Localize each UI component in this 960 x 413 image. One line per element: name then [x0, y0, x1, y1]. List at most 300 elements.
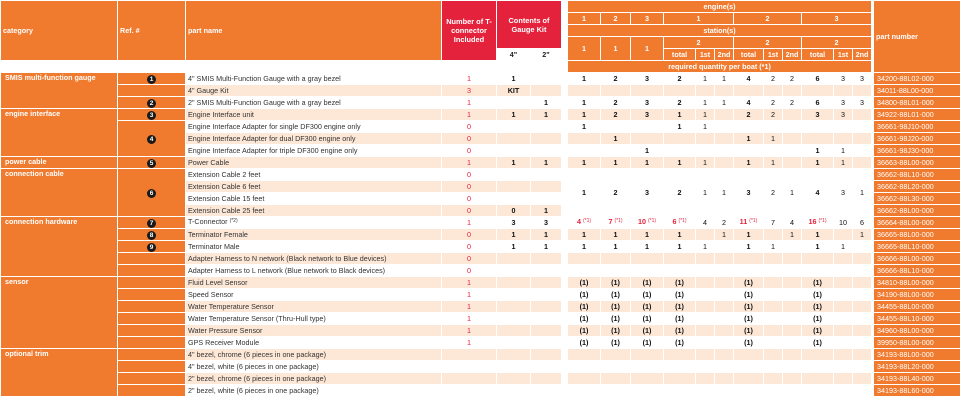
engine-qty: (1) — [601, 301, 631, 313]
kit-4in — [497, 385, 531, 397]
kit-2in — [531, 73, 562, 85]
engine-qty — [764, 361, 783, 373]
kit-2in — [531, 85, 562, 97]
engine-qty: 4 — [734, 73, 764, 85]
part-name-text: 4" bezel, white (6 pieces in one package) — [188, 361, 319, 371]
engine-qty — [834, 385, 853, 397]
table-row — [1, 313, 960, 325]
engine-qty — [601, 253, 631, 265]
engine-qty: 1 — [664, 241, 696, 253]
qty-note: (*1) — [614, 218, 623, 224]
engine-qty — [834, 229, 853, 241]
engine-qty — [568, 253, 601, 265]
engine-qty — [764, 229, 783, 241]
engine-qty: 1 — [834, 241, 853, 253]
engine-qty — [802, 265, 834, 277]
table-row — [1, 301, 960, 313]
part-number: 34800-88L01-000 — [874, 97, 960, 109]
engine-qty: 1 — [696, 157, 715, 169]
engine-qty — [764, 313, 783, 325]
engine-qty — [764, 349, 783, 361]
part-name-text: Engine Interface Adapter for triple DF300 engine only — [188, 145, 358, 155]
table-row — [1, 121, 960, 133]
part-number: 36662-88L20-000 — [874, 181, 960, 193]
engine-qty: 1 — [664, 109, 696, 121]
kit-2in — [531, 349, 562, 361]
second-header: 2nd — [853, 49, 872, 61]
tconnector-count: 0 — [442, 193, 497, 205]
kit-4in: 3 — [497, 217, 531, 229]
engine-qty — [834, 313, 853, 325]
part-name-text: 2" bezel, white (6 pieces in one package) — [188, 385, 319, 395]
engine-qty: 1 — [568, 229, 601, 241]
part-number: 34193-88L20-000 — [874, 361, 960, 373]
ref-badge: 3 — [147, 111, 156, 120]
kit-2in — [531, 361, 562, 373]
engine-qty — [853, 373, 872, 385]
part-name-text: Engine Interface Adapter for dual DF300 engine only — [188, 133, 356, 143]
engine-qty: (1) — [568, 277, 601, 289]
engine-qty — [834, 361, 853, 373]
engine-qty — [568, 85, 601, 97]
engine-qty: (1) — [568, 313, 601, 325]
engine-qty — [834, 85, 853, 97]
part-name — [186, 217, 442, 229]
engine-qty: (1) — [568, 337, 601, 349]
engine-qty: 1 — [734, 229, 764, 241]
engine-qty: (1) — [734, 313, 764, 325]
engine-qty — [568, 145, 601, 157]
tconnector-count: 1 — [442, 313, 497, 325]
engine-label: 2 — [734, 13, 802, 25]
engine-qty — [764, 85, 783, 97]
engine-qty: (1) — [734, 289, 764, 301]
ref-cell — [118, 109, 186, 121]
engine-qty — [783, 145, 802, 157]
engine-qty: 3 — [631, 97, 664, 109]
engine-qty — [715, 241, 734, 253]
kit-4in — [497, 373, 531, 385]
table-row — [1, 241, 960, 253]
tconnector-count: 1 — [442, 325, 497, 337]
engine-qty: (1) — [664, 277, 696, 289]
engine-qty: 1 — [715, 73, 734, 85]
engine-qty — [734, 385, 764, 397]
part-number: 36664-88L00-000 — [874, 217, 960, 229]
engine-qty — [631, 361, 664, 373]
part-name-text: Extension Cable 2 feet — [188, 169, 261, 179]
part-number: 34011-88L00-000 — [874, 85, 960, 97]
part-name — [186, 85, 442, 97]
kit-2in — [531, 193, 562, 205]
kit-2in: 1 — [531, 109, 562, 121]
header-category: category — [1, 1, 118, 61]
part-name-text: GPS Receiver Module — [188, 337, 260, 347]
engine-qty — [764, 265, 783, 277]
engine-qty: (1) — [601, 325, 631, 337]
engine-qty: (1) — [664, 301, 696, 313]
engine-qty — [834, 301, 853, 313]
ref-cell — [118, 289, 186, 301]
engine-qty — [853, 133, 872, 145]
tconnector-note: (*2) — [229, 218, 238, 224]
part-name-text: Adapter Harness to L network (Blue network to Black devices) — [188, 265, 386, 275]
qty-value: 6 — [672, 217, 677, 226]
engine-qty: (1) — [734, 325, 764, 337]
kit-4in: 1 — [497, 157, 531, 169]
kit-4in — [497, 145, 531, 157]
engine-qty: 3 — [631, 109, 664, 121]
ref-cell — [118, 157, 186, 169]
engine-qty — [664, 385, 696, 397]
engine-qty — [853, 157, 872, 169]
part-number: 36665-88L00-000 — [874, 229, 960, 241]
category-label: power cable — [1, 157, 118, 169]
kit-4in: 1 — [497, 109, 531, 121]
part-name-text: 4" Gauge Kit — [188, 85, 229, 95]
engine-qty: 1 — [783, 229, 802, 241]
engine-qty: 1 — [631, 229, 664, 241]
engine-qty — [715, 121, 734, 133]
engine-qty — [696, 229, 715, 241]
engine-qty — [764, 277, 783, 289]
engine-qty: 1 — [631, 241, 664, 253]
ref-badge: 1 — [147, 75, 156, 84]
required-quantity-header: required quantity per boat (*1) — [568, 61, 872, 73]
engine-qty: 3 — [853, 73, 872, 85]
engine-qty: 2 — [764, 97, 783, 109]
kit-4in: KIT — [497, 85, 531, 97]
kit-2in — [531, 289, 562, 301]
engine-qty: 1 — [734, 157, 764, 169]
engine-qty — [802, 253, 834, 265]
part-name — [186, 205, 442, 217]
table-row — [1, 265, 960, 277]
tconnector-count — [442, 385, 497, 397]
engine-qty: 1 — [696, 241, 715, 253]
part-number: 34190-88L00-000 — [874, 289, 960, 301]
part-name — [186, 385, 442, 397]
qty-note: (*1) — [678, 218, 687, 224]
part-number: 36662-88L00-000 — [874, 205, 960, 217]
ref-badge: 6 — [147, 189, 156, 198]
part-number: 36662-88L30-000 — [874, 193, 960, 205]
engine-qty: 1 — [631, 157, 664, 169]
part-name-text: Water Temperature Sensor — [188, 301, 274, 311]
engine-qty — [764, 301, 783, 313]
engine-qty — [853, 85, 872, 97]
part-name-text: Power Cable — [188, 157, 230, 167]
engine-qty: 1 — [802, 229, 834, 241]
engine-qty — [664, 133, 696, 145]
engine-qty: 6 — [853, 217, 872, 229]
engine-qty: (1) — [631, 301, 664, 313]
engine-qty — [853, 337, 872, 349]
engine-qty — [764, 253, 783, 265]
header-contents: Contents of Gauge Kit — [497, 1, 562, 49]
engine-qty — [783, 253, 802, 265]
engine-qty — [734, 217, 764, 229]
kit-2in — [531, 325, 562, 337]
engine-qty — [696, 145, 715, 157]
engine-qty: 1 — [834, 145, 853, 157]
engine-label: 1 — [568, 13, 601, 25]
engine-qty — [631, 385, 664, 397]
part-number: 36662-88L10-000 — [874, 169, 960, 181]
engine-qty — [715, 361, 734, 373]
part-name-text: Engine Interface Adapter for single DF300 engine only — [188, 121, 361, 131]
qty-value: 11 — [739, 217, 748, 226]
engine-qty: 2 — [601, 109, 631, 121]
engine-qty: 1 — [601, 133, 631, 145]
engine-qty — [601, 121, 631, 133]
kit-4in — [497, 193, 531, 205]
kit-2in — [531, 121, 562, 133]
engine-qty — [715, 109, 734, 121]
part-number: 36666-88L10-000 — [874, 265, 960, 277]
table-row — [1, 385, 960, 397]
ref-cell — [118, 337, 186, 349]
header-stations: station(s) — [568, 25, 872, 37]
engine-qty: 2 — [601, 169, 631, 217]
engine-qty: 4 — [696, 217, 715, 229]
engine-qty: (1) — [802, 289, 834, 301]
engine-qty: (1) — [664, 313, 696, 325]
engine-qty: 1 — [802, 241, 834, 253]
ref-badge: 5 — [147, 159, 156, 168]
engine-qty: 1 — [696, 169, 715, 217]
engine-qty — [834, 337, 853, 349]
kit-2in — [531, 373, 562, 385]
kit-2in — [531, 133, 562, 145]
engine-qty — [696, 301, 715, 313]
engine-qty: (1) — [601, 313, 631, 325]
part-number: 34922-88L01-000 — [874, 109, 960, 121]
engine-qty — [715, 337, 734, 349]
engine-qty: 2 — [601, 97, 631, 109]
kit-4in — [497, 265, 531, 277]
engine-qty — [631, 133, 664, 145]
part-number: 36661-98J20-000 — [874, 133, 960, 145]
engine-qty: 1 — [853, 229, 872, 241]
engine-qty — [783, 85, 802, 97]
engine-qty — [734, 265, 764, 277]
kit-2in-header: 2" — [531, 49, 562, 61]
qty-value: 10 — [637, 217, 646, 226]
ref-cell — [118, 265, 186, 277]
qty-value: 16 — [808, 217, 817, 226]
engine-qty: 1 — [696, 73, 715, 85]
kit-4in-header: 4" — [497, 49, 531, 61]
kit-4in — [497, 277, 531, 289]
engine-qty — [802, 361, 834, 373]
table-row — [1, 289, 960, 301]
engine-label: 3 — [802, 13, 872, 25]
table-row — [1, 337, 960, 349]
tconnector-count: 0 — [442, 169, 497, 181]
part-name — [186, 241, 442, 253]
tconnector-count: 0 — [442, 181, 497, 193]
engine-qty: 2 — [734, 109, 764, 121]
engine-qty: 3 — [802, 109, 834, 121]
engine-qty: 1 — [568, 241, 601, 253]
engine-qty — [853, 361, 872, 373]
kit-4in — [497, 337, 531, 349]
category-label: sensor — [1, 277, 118, 349]
category-label: connection hardware — [1, 217, 118, 277]
station-label: 2 — [734, 37, 802, 49]
engine-qty: (1) — [568, 301, 601, 313]
engine-qty — [802, 133, 834, 145]
engine-qty: 1 — [664, 157, 696, 169]
engine-qty: 2 — [664, 73, 696, 85]
table-row — [1, 373, 960, 385]
part-name-text: Speed Sensor — [188, 289, 234, 299]
engine-qty — [696, 313, 715, 325]
engine-qty: 3 — [834, 97, 853, 109]
engine-qty — [568, 349, 601, 361]
ref-badge: 4 — [147, 135, 156, 144]
engine-qty: 4 — [802, 169, 834, 217]
engine-qty: 6 — [802, 97, 834, 109]
engine-qty: (1) — [802, 301, 834, 313]
first-header: 1st — [834, 49, 853, 61]
engine-qty — [734, 253, 764, 265]
engine-qty: 4 — [783, 217, 802, 229]
engine-qty: 3 — [834, 109, 853, 121]
part-name-text: Extension Cable 6 feet — [188, 181, 261, 191]
ref-cell — [118, 121, 186, 157]
engine-qty — [696, 265, 715, 277]
engine-qty: 1 — [734, 133, 764, 145]
part-number: 34193-88L40-000 — [874, 373, 960, 385]
engine-qty — [715, 145, 734, 157]
part-number: 34193-88L60-000 — [874, 385, 960, 397]
tconnector-count: 0 — [442, 133, 497, 145]
engine-qty: 3 — [834, 73, 853, 85]
engine-qty: 1 — [664, 121, 696, 133]
tconnector-count: 0 — [442, 265, 497, 277]
engine-qty: (1) — [601, 277, 631, 289]
category-label: SMIS multi-function gauge — [1, 73, 118, 109]
engine-qty — [853, 253, 872, 265]
part-name — [186, 181, 442, 193]
part-number: 34810-88L00-000 — [874, 277, 960, 289]
part-name — [186, 229, 442, 241]
engine-qty — [783, 301, 802, 313]
qty-note: (*1) — [647, 218, 657, 224]
engine-qty: 4 — [734, 97, 764, 109]
engine-qty: 1 — [664, 229, 696, 241]
part-name-text: Extension Cable 15 feet — [188, 193, 265, 203]
kit-2in — [531, 277, 562, 289]
engine-qty — [734, 121, 764, 133]
engine-qty — [783, 289, 802, 301]
engine-qty — [715, 157, 734, 169]
engine-qty: 3 — [631, 169, 664, 217]
engine-qty — [715, 313, 734, 325]
engine-qty — [834, 349, 853, 361]
engine-qty — [696, 289, 715, 301]
engine-qty — [853, 313, 872, 325]
header-engines: engine(s) — [568, 1, 872, 13]
ref-cell — [118, 301, 186, 313]
engine-qty: (1) — [568, 289, 601, 301]
engine-qty — [715, 301, 734, 313]
engine-qty: 1 — [601, 241, 631, 253]
engine-qty: 1 — [764, 133, 783, 145]
engine-qty: 1 — [568, 169, 601, 217]
qty-note: (*1) — [818, 218, 827, 224]
engine-qty: 2 — [764, 73, 783, 85]
part-name — [186, 145, 442, 157]
engine-qty — [783, 373, 802, 385]
part-name — [186, 337, 442, 349]
engine-qty — [568, 265, 601, 277]
ref-badge: 9 — [147, 243, 156, 252]
engine-qty: 1 — [631, 145, 664, 157]
engine-qty — [853, 277, 872, 289]
engine-qty — [601, 265, 631, 277]
engine-qty — [664, 361, 696, 373]
part-name — [186, 157, 442, 169]
engine-qty — [568, 373, 601, 385]
kit-4in — [497, 253, 531, 265]
part-name — [186, 169, 442, 181]
part-name — [186, 301, 442, 313]
engine-qty — [853, 325, 872, 337]
ref-cell — [118, 169, 186, 217]
ref-badge: 8 — [147, 231, 156, 240]
part-name — [186, 109, 442, 121]
engine-qty: 1 — [568, 109, 601, 121]
ref-cell — [118, 97, 186, 109]
engine-qty: 1 — [568, 121, 601, 133]
kit-2in: 3 — [531, 217, 562, 229]
part-number: 34200-88L02-000 — [874, 73, 960, 85]
engine-qty — [734, 85, 764, 97]
part-number: 36661-98J10-000 — [874, 121, 960, 133]
kit-2in: 1 — [531, 157, 562, 169]
tconnector-count: 0 — [442, 121, 497, 133]
part-number: 39950-88L00-000 — [874, 337, 960, 349]
engine-qty — [783, 361, 802, 373]
engine-qty: (1) — [734, 301, 764, 313]
engine-qty — [834, 253, 853, 265]
tconnector-count: 1 — [442, 157, 497, 169]
table-row — [1, 349, 960, 361]
engine-qty — [764, 289, 783, 301]
engine-qty — [696, 373, 715, 385]
engine-qty: 1 — [568, 73, 601, 85]
engine-qty: 1 — [802, 157, 834, 169]
part-name — [186, 97, 442, 109]
kit-4in — [497, 133, 531, 145]
category-label: engine interface — [1, 109, 118, 157]
ref-cell — [118, 373, 186, 385]
station-label: 1 — [601, 37, 631, 61]
engine-qty: 3 — [853, 97, 872, 109]
table-row — [1, 361, 960, 373]
kit-4in: 1 — [497, 73, 531, 85]
engine-qty: (1) — [664, 325, 696, 337]
tconnector-count — [442, 361, 497, 373]
part-name-text: Engine Interface unit — [188, 109, 254, 119]
kit-4in — [497, 97, 531, 109]
engine-qty — [715, 373, 734, 385]
total-header: total — [802, 49, 834, 61]
kit-2in: 1 — [531, 97, 562, 109]
